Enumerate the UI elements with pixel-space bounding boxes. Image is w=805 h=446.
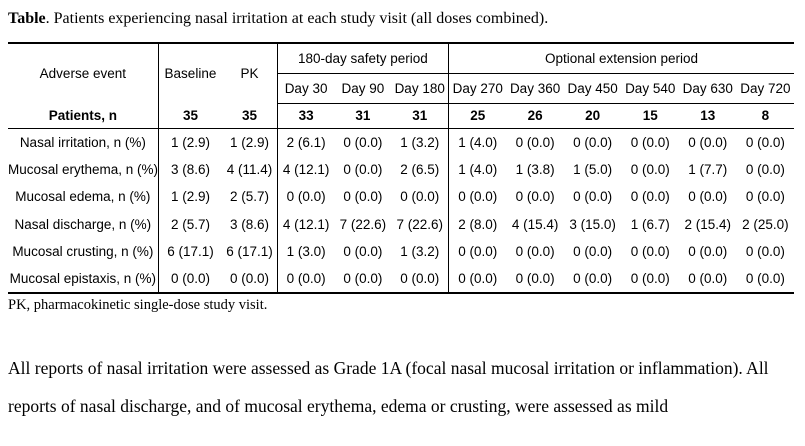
col-header-day-540: Day 540 (622, 73, 679, 103)
table-caption-label: Table (8, 10, 46, 27)
col-header-day-630: Day 630 (679, 73, 737, 103)
row-label: Mucosal epistaxis, n (%) (8, 266, 158, 294)
data-cell: 2 (5.7) (170, 216, 210, 232)
data-cell: 3 (15.0) (569, 216, 616, 232)
data-cell: 15 (622, 103, 679, 128)
data-cell: 1 (6.7) (630, 216, 670, 232)
data-cell: 0 (0.0) (573, 189, 613, 205)
table-row (8, 211, 794, 239)
data-cell: 0 (0.0) (391, 183, 448, 211)
data-cell: 26 (507, 103, 564, 128)
data-cell: 0 (0.0) (688, 134, 728, 150)
data-cell: 0 (0.0) (343, 244, 383, 260)
data-cell: 7 (22.6) (391, 211, 448, 239)
data-cell: 1 (5.0) (573, 161, 613, 177)
adverse-events-table (8, 42, 794, 294)
col-header-day-720: Day 720 (737, 73, 794, 103)
col-header-baseline: Baseline (164, 66, 217, 81)
row-label: Mucosal erythema, n (%) (8, 156, 158, 184)
data-cell: 2 (6.1) (286, 134, 326, 150)
table-row (8, 156, 794, 184)
col-header-day-180: Day 180 (391, 73, 448, 103)
data-cell: 4 (12.1) (282, 216, 330, 232)
data-cell: 0 (0.0) (343, 271, 383, 287)
data-cell: 0 (0.0) (630, 271, 670, 287)
data-cell: 0 (0.0) (286, 189, 326, 205)
table-row (8, 183, 794, 211)
col-header-day-450: Day 450 (564, 73, 622, 103)
table-caption (8, 8, 795, 29)
table-caption-text: . Patients experiencing nasal irritation at each study visit (all doses combined). (45, 10, 549, 27)
data-cell: 0 (0.0) (630, 134, 670, 150)
data-cell: 0 (0.0) (573, 134, 613, 150)
data-cell: 6 (17.1) (167, 244, 214, 260)
data-cell: 4 (11.4) (222, 156, 277, 184)
group-header-optional-extension-period: Optional extension period (449, 43, 795, 73)
data-cell: 0 (0.0) (343, 189, 383, 205)
group-header-180-day-safety-period: 180-day safety period (277, 43, 448, 73)
body-paragraph: All reports of nasal irritation were assessed as Grade 1A (focal nasal mucosal irritation or inflammation). All reports of nasal discharge, and of mucosal erythema, edema or crusting, were assessed as mild (8, 358, 769, 416)
table-row (8, 128, 794, 156)
data-cell: 1 (3.8) (515, 161, 555, 177)
data-cell: 0 (0.0) (688, 271, 728, 287)
data-cell: 2 (6.5) (391, 156, 448, 184)
table-row (8, 103, 794, 128)
data-cell: 2 (15.4) (684, 216, 732, 232)
col-header-day-30: Day 30 (277, 73, 334, 103)
data-cell: 0 (0.0) (630, 161, 670, 177)
data-cell: 0 (0.0) (391, 266, 448, 294)
data-cell: 0 (0.0) (745, 271, 785, 287)
data-cell: 31 (334, 103, 391, 128)
data-cell: 1 (2.9) (222, 128, 277, 156)
data-cell: 0 (0.0) (745, 189, 785, 205)
data-cell: 0 (0.0) (222, 266, 277, 294)
data-cell: 1 (3.2) (391, 128, 448, 156)
data-cell: 13 (679, 103, 737, 128)
row-label: Mucosal edema, n (%) (8, 183, 158, 211)
data-cell: 0 (0.0) (343, 161, 383, 177)
data-cell: 35 (222, 103, 277, 128)
data-cell: 0 (0.0) (573, 271, 613, 287)
data-cell: 0 (0.0) (458, 244, 498, 260)
row-label: Nasal irritation, n (%) (8, 128, 158, 156)
data-cell: 3 (8.6) (222, 211, 277, 239)
data-cell: 0 (0.0) (170, 271, 210, 287)
data-cell: 1 (2.9) (170, 134, 210, 150)
data-cell: 0 (0.0) (745, 244, 785, 260)
data-cell: 2 (25.0) (742, 216, 789, 232)
col-header-day-360: Day 360 (507, 73, 564, 103)
data-cell: 2 (5.7) (222, 183, 277, 211)
data-cell: 4 (15.4) (511, 216, 559, 232)
data-cell: 31 (391, 103, 448, 128)
data-cell: 1 (4.0) (458, 134, 498, 150)
data-cell: 33 (277, 103, 334, 128)
data-cell: 1 (3.2) (391, 238, 448, 266)
table-footnote: PK, pharmacokinetic single-dose study visit. (8, 297, 268, 313)
row-label: Nasal discharge, n (%) (8, 211, 158, 239)
data-cell: 0 (0.0) (286, 271, 326, 287)
data-cell: 0 (0.0) (688, 189, 728, 205)
col-header-pk: PK (222, 43, 277, 103)
data-cell: 25 (449, 103, 507, 128)
data-cell: 0 (0.0) (630, 189, 670, 205)
data-cell: 0 (0.0) (630, 244, 670, 260)
col-header-day-270: Day 270 (449, 73, 507, 103)
col-header-day-90: Day 90 (334, 73, 391, 103)
data-cell: 35 (158, 103, 222, 128)
row-label: Patients, n (8, 103, 158, 128)
data-cell: 0 (0.0) (515, 244, 555, 260)
data-cell: 0 (0.0) (745, 161, 785, 177)
data-cell: 8 (737, 103, 794, 128)
data-cell: 7 (22.6) (339, 216, 387, 232)
data-cell: 0 (0.0) (515, 134, 555, 150)
data-cell: 1 (7.7) (688, 161, 728, 177)
data-cell: 1 (3.0) (286, 244, 326, 260)
data-cell: 3 (8.6) (170, 161, 210, 177)
data-cell: 0 (0.0) (515, 271, 555, 287)
data-cell: 4 (12.1) (282, 161, 330, 177)
data-cell: 20 (564, 103, 622, 128)
data-cell: 6 (17.1) (222, 238, 277, 266)
data-cell: 0 (0.0) (343, 134, 383, 150)
data-cell: 0 (0.0) (458, 271, 498, 287)
col-header-adverse-event: Adverse event (8, 43, 158, 103)
data-cell: 1 (4.0) (458, 161, 498, 177)
data-cell: 2 (8.0) (458, 216, 498, 232)
table-row (8, 238, 794, 266)
data-cell: 0 (0.0) (573, 244, 613, 260)
data-cell: 1 (2.9) (170, 189, 210, 205)
table-row (8, 266, 794, 294)
data-cell: 0 (0.0) (745, 134, 785, 150)
header-row-groups (8, 43, 794, 73)
data-cell: 0 (0.0) (458, 189, 498, 205)
row-label: Mucosal crusting, n (%) (8, 238, 158, 266)
data-cell: 0 (0.0) (515, 189, 555, 205)
data-cell: 0 (0.0) (688, 244, 728, 260)
